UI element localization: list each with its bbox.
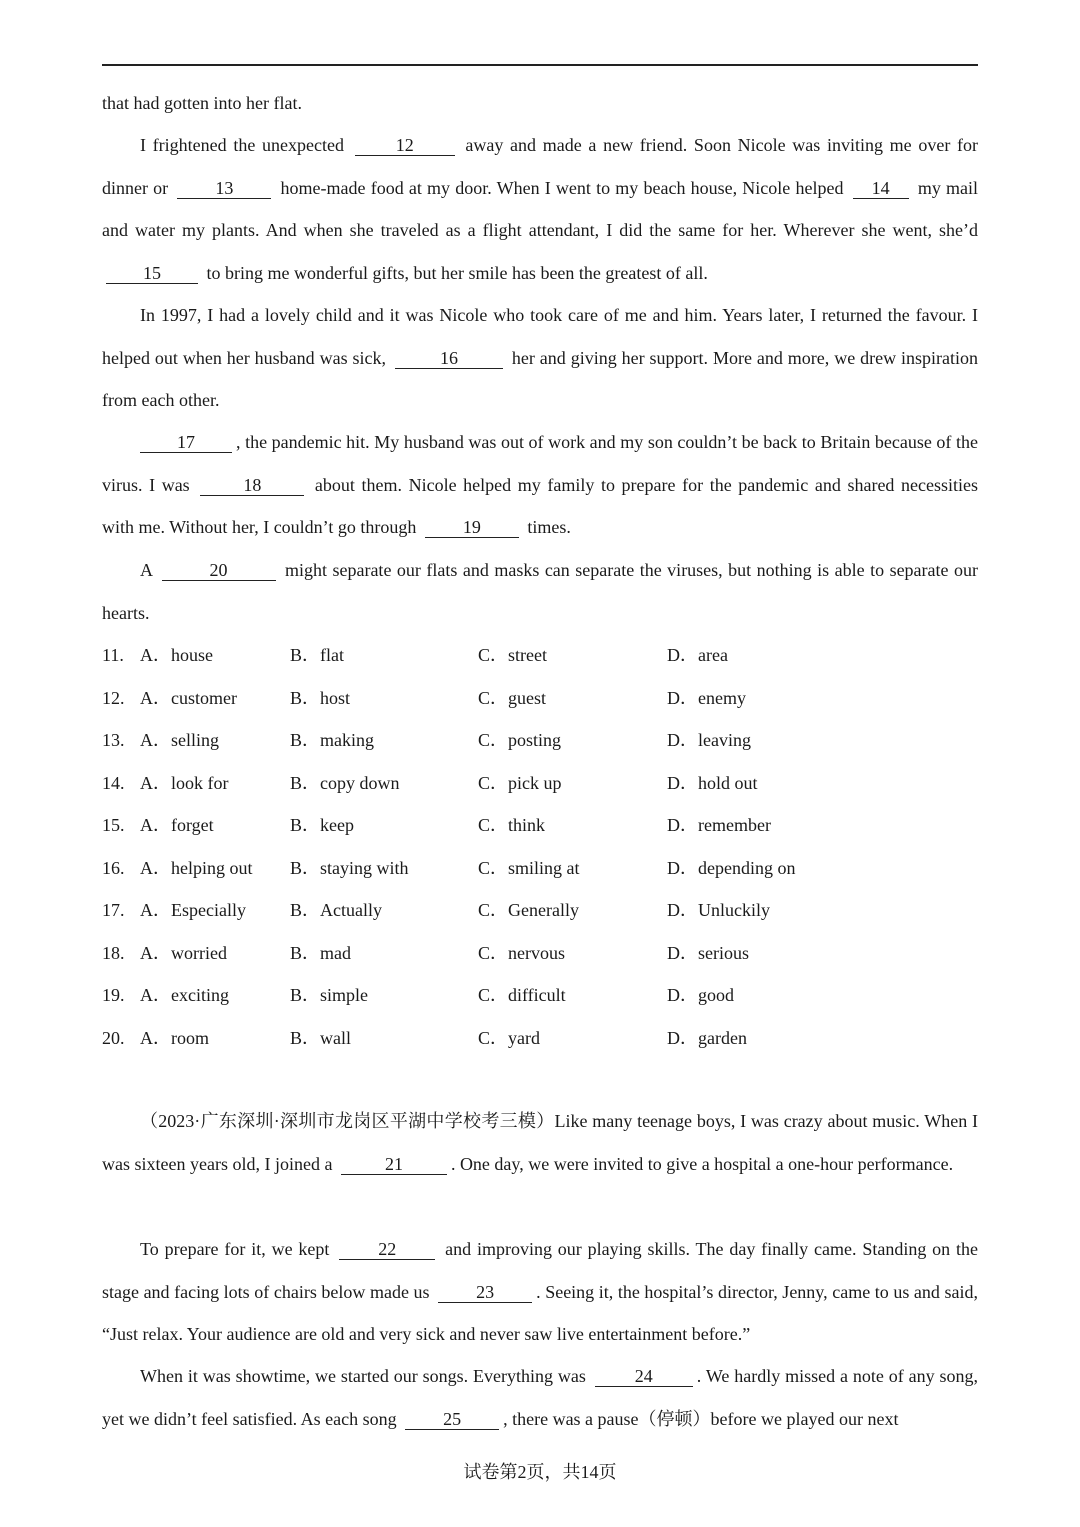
blank-23[interactable]: 23 — [438, 1282, 532, 1303]
paragraph-text: to bring me wonderful gifts, but her smile has been the greatest of all. — [206, 262, 708, 283]
option-c[interactable]: C．smiling at — [478, 857, 580, 878]
blank-24[interactable]: 24 — [595, 1366, 693, 1387]
option-c[interactable]: C．Generally — [478, 900, 579, 920]
question-number: 16. — [102, 857, 125, 878]
option-a[interactable]: A．Especially — [140, 900, 246, 920]
question-row — [102, 804, 978, 847]
option-a[interactable]: A．helping out — [140, 857, 253, 878]
option-a[interactable]: A．customer — [140, 687, 237, 708]
paragraph-text: To prepare for it, we kept — [140, 1239, 330, 1259]
paragraph-text: I frightened the unexpected — [140, 135, 344, 155]
option-b[interactable]: B．staying with — [290, 857, 409, 878]
question-row — [102, 847, 978, 890]
blank-20[interactable]: 20 — [162, 560, 276, 581]
option-a[interactable]: A．forget — [140, 815, 214, 835]
question-row — [102, 932, 978, 975]
question-number: 12. — [102, 687, 125, 708]
option-c[interactable]: C．street — [478, 645, 547, 665]
paragraph-text: When it was showtime, we started our songs. Everything was — [140, 1366, 586, 1386]
source-citation: （2023·广东深圳·深圳市龙岗区平湖中学校考三模） — [140, 1111, 555, 1131]
option-b[interactable]: B．keep — [290, 815, 354, 835]
option-c[interactable]: C．posting — [478, 730, 562, 750]
option-d[interactable]: D．good — [667, 985, 734, 1005]
paragraph-text: A — [140, 560, 153, 580]
question-number: 13. — [102, 730, 125, 750]
paragraph-text: about them. Nicole helped my family to prepare for the pandemic and shared necessities with me. Without her, I couldn’t go through — [102, 474, 979, 537]
paragraph-text: might separate our flats and masks can separate the viruses, but nothing is able to separate our hearts. — [102, 560, 979, 623]
paragraph-text: . Seeing it, the hospital’s director, Jenny, came to us and said, “Just relax. Your audience are old and very sick and never saw live entertainment before.” — [102, 1281, 978, 1344]
paragraph-text: In 1997, I had a lovely child and it was Nicole who took care of me and him. Years later, I returned the favour. I helped out when her husband was sick, — [102, 305, 978, 368]
question-number: 14. — [102, 772, 125, 793]
page-footer: 试卷第2页，共14页 — [463, 1462, 617, 1482]
option-a[interactable]: A．exciting — [140, 985, 229, 1005]
question-number: 15. — [102, 815, 125, 835]
passage1-paragraph-4 — [102, 549, 978, 634]
option-a[interactable]: A．room — [140, 1027, 209, 1048]
option-a[interactable]: A．selling — [140, 730, 219, 750]
option-c[interactable]: C．yard — [478, 1027, 540, 1048]
blank-12[interactable]: 12 — [355, 135, 455, 156]
option-a[interactable]: A．look for — [140, 772, 229, 793]
question-row — [102, 889, 978, 932]
option-b[interactable]: B．simple — [290, 985, 369, 1005]
option-b[interactable]: B．mad — [290, 942, 351, 963]
option-d[interactable]: D．serious — [667, 942, 749, 963]
blank-19[interactable]: 19 — [425, 517, 519, 538]
paragraph-text: . One day, we were invited to give a hospital a one-hour performance. — [450, 1153, 954, 1174]
question-row — [102, 1017, 978, 1060]
option-b[interactable]: B．copy down — [290, 772, 400, 793]
header-rule — [102, 64, 978, 66]
option-d[interactable]: D．remember — [667, 815, 771, 835]
paragraph-text: , the pandemic hit. My husband was out of work and my son couldn’t be back to Britain because of the virus. I was — [102, 432, 978, 495]
option-d[interactable]: D．area — [667, 645, 728, 665]
paragraph-text: that had gotten into her flat. — [102, 93, 302, 113]
question-row — [102, 974, 978, 1017]
option-b[interactable]: B．wall — [290, 1027, 351, 1048]
option-c[interactable]: C．difficult — [478, 985, 566, 1005]
option-b[interactable]: B．host — [290, 687, 351, 708]
option-b[interactable]: B．making — [290, 730, 374, 750]
passage1-fragment — [102, 82, 978, 125]
blank-22[interactable]: 22 — [339, 1239, 435, 1260]
blank-16[interactable]: 16 — [395, 348, 503, 369]
option-d[interactable]: D．enemy — [667, 687, 746, 708]
option-d[interactable]: D．leaving — [667, 730, 751, 750]
passage2-paragraph-1 — [102, 1100, 978, 1185]
paragraph-text: Like many teenage boys, I was crazy about music. When I was sixteen years old, I joined a — [102, 1111, 978, 1174]
question-number: 11. — [102, 645, 124, 665]
option-b[interactable]: B．Actually — [290, 900, 382, 920]
question-number: 18. — [102, 942, 125, 963]
paragraph-text: , there was a pause（停顿）before we played our next — [503, 1408, 899, 1429]
options-list — [102, 634, 978, 1059]
question-row — [102, 719, 978, 762]
option-d[interactable]: D．depending on — [667, 857, 796, 878]
passage2-paragraph-2 — [102, 1228, 978, 1356]
passage2-paragraph-3 — [102, 1355, 978, 1440]
passage1-paragraph-2 — [102, 294, 978, 422]
blank-25[interactable]: 25 — [405, 1409, 499, 1430]
option-c[interactable]: C．guest — [478, 687, 547, 708]
blank-15[interactable]: 15 — [106, 263, 198, 284]
question-row — [102, 762, 978, 805]
paragraph-text: times. — [527, 517, 571, 537]
question-row — [102, 677, 978, 720]
question-number: 17. — [102, 900, 125, 920]
option-c[interactable]: C．think — [478, 815, 546, 835]
option-c[interactable]: C．nervous — [478, 942, 565, 963]
blank-18[interactable]: 18 — [200, 475, 304, 496]
paragraph-text: home-made food at my door. When I went to my beach house, Nicole helped — [280, 177, 844, 198]
paragraph-text: my mail and water my plants. And when she traveled as a flight attendant, I did the same for her. Wherever she went, she’d — [102, 177, 979, 240]
paragraph-text: and improving our playing skills. The day finally came. Standing on the stage and facing lots of chairs below made us — [102, 1239, 979, 1302]
blank-13[interactable]: 13 — [177, 178, 271, 199]
passage1-paragraph-1 — [102, 124, 978, 294]
option-a[interactable]: A．house — [140, 645, 213, 665]
paragraph-text: . We hardly missed a note of any song, yet we didn’t feel satisfied. As each song — [102, 1366, 979, 1429]
paragraph-text: her and giving her support. More and more, we drew inspiration from each other. — [102, 347, 979, 410]
passage1-paragraph-3 — [102, 421, 978, 549]
option-d[interactable]: D．hold out — [667, 772, 758, 793]
question-number: 20. — [102, 1027, 125, 1048]
option-d[interactable]: D．garden — [667, 1027, 747, 1048]
option-a[interactable]: A．worried — [140, 942, 227, 963]
option-b[interactable]: B．flat — [290, 645, 344, 665]
question-number: 19. — [102, 985, 125, 1005]
option-c[interactable]: C．pick up — [478, 772, 562, 793]
blank-21[interactable]: 21 — [341, 1154, 447, 1175]
paragraph-text: away and made a new friend. Soon Nicole was inviting me over for dinner or — [102, 135, 979, 198]
blank-17[interactable]: 17 — [140, 432, 232, 453]
question-row — [102, 634, 978, 677]
option-d[interactable]: D．Unluckily — [667, 900, 770, 920]
blank-14[interactable]: 14 — [853, 178, 909, 199]
